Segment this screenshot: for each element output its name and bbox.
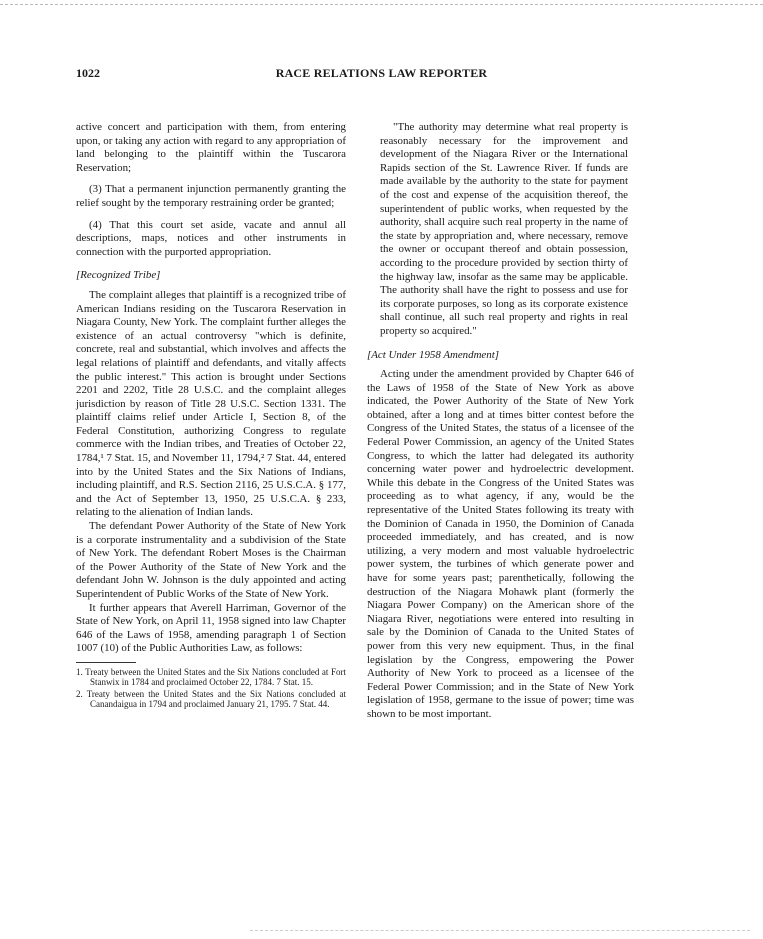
footnote: 1. Treaty between the United States and the Six Nations concluded at Fort Stanwix in 1784 and proclaimed October 22, 1784. 7 Stat. 15. <box>76 666 346 688</box>
block-quote: "The authority may determine what real property is reasonably necessary for the improvement and development of the Niagara River or the International Rapids section of the St. Lawrence River. If funds are made available by the authority to the state for payment of the cost and expense of the acquisition thereof, the superintendent of public works, when requested by the authority, shall acquire such real property in the name of the state by appropriation and, where necessary, remove the owner or occupant thereof and obtain possession, according to the procedure provided by section thirty of the highway law, insofar as the same may be applicable. The authority shall have the right to possess and use for its corporate purposes, so long as its corporate existence shall continue, all such real property and rights in real property so acquired." <box>380 121 628 337</box>
section-heading: [Act Under 1958 Amendment] <box>367 348 499 361</box>
paragraph: (4) That this court set aside, vacate and annul all descriptions, maps, notices and other instruments in connection with the purported appropriation. <box>76 218 346 258</box>
top-edge-rule <box>0 4 763 5</box>
right-column <box>367 121 634 722</box>
paragraph: The defendant Power Authority of the State of New York is a corporate instrumentality and a subdivision of the State of New York. The defendant Robert Moses is the Chairman of the Power Authority of the State of New York and the defendant John W. Johnson is the duly appointed and acting Superintendent of Public Works of the State of New York. <box>76 520 346 600</box>
paragraph: It further appears that Averell Harriman, Governor of the State of New York, on April 11, 1958 signed into law Chapter 646 of the Laws of 1958, amending paragraph 1 of Section 1007 (10) of the Public Authorities Law, as follows: <box>76 601 346 655</box>
running-head: RACE RELATIONS LAW REPORTER <box>275 66 488 80</box>
paragraph: active concert and participation with them, from entering upon, or taking any action with regard to any appropriation of land belonging to the plaintiff within the Tuscarora Reservation; <box>76 121 346 174</box>
page-number: 1022 <box>76 66 100 80</box>
paragraph: (3) That a permanent injunction permanently granting the relief sought by the temporary restraining order be granted; <box>76 183 346 209</box>
section-heading: [Recognized Tribe] <box>76 269 161 282</box>
footnote: 2. Treaty between the United States and the Six Nations concluded at Canandaigua in 1794 and proclaimed January 21, 1795. 7 Stat. 44. <box>76 688 346 710</box>
paragraph: The complaint alleges that plaintiff is a recognized tribe of American Indians residing on the Tuscarora Reservation in Niagara County, New York. The complaint further alleges the existence of an actual controversy "which is definite, concrete, real and substantial, which involves and affects the legal relations of plaintiff and defendants, and vitally affects the public interest." This action is brought under Sections 2201 and 2202, Title 28 U.S.C. and the complaint alleges jurisdiction by reason of Title 28 U.S.C. Section 1331. The plaintiff claims relief under Article I, Section 8, of the Federal Constitution, authorizing Congress to regulate commerce with the Indian tribes, and Treaties of October 22, 1784,¹ 7 Stat. 15, and November 11, 1794,² 7 Stat. 44, entered into by the United States and the Six Nations of Indians, including plaintiff, and R.S. Section 2116, 25 U.S.C.A. § 177, and the Act of September 13, 1950, 25 U.S.C.A. § 233, relating to the alienation of Indian lands. <box>76 288 346 519</box>
bottom-edge-rule <box>250 930 750 931</box>
paragraph: Acting under the amendment provided by Chapter 646 of the Laws of 1958 of the State of New York as above indicated, the Power Authority of the State of New York obtained, after a long and at times bitter contest before the Congress of the United States, the status of a licensee of the Federal Power Commission, an agency of the United States Congress, to which the latter had delegated its authority concerning water power and hydroelectric development. While this debate in the Congress of the United States was proceeding as to what agency, if any, would be the representative of the United States following its treaty with the Dominion of Canada in 1950, the Dominion of Canada proceeded immediately, and has created, and is now utilizing, a very modern and most valuable hydroelectric power system, the turbines of which generate power and have for some years past; parenthetically, following the destruction of the Niagara Mohawk plant (formerly the Niagara Power Company) on the American shore of the Niagara River, negotiations were entered into resulting in sale by the Dominion of Canada to the United States of power from this very new equipment. Thus, in the final legislation by the Congress, empowering the Power Authority of New York to proceed as a licensee of the Federal Power Commission; and in the State of New York legislation of 1958, germane to the issue of power; time was shown to be most important. <box>367 368 634 720</box>
left-column <box>76 121 346 711</box>
footnote-rule <box>76 662 136 663</box>
